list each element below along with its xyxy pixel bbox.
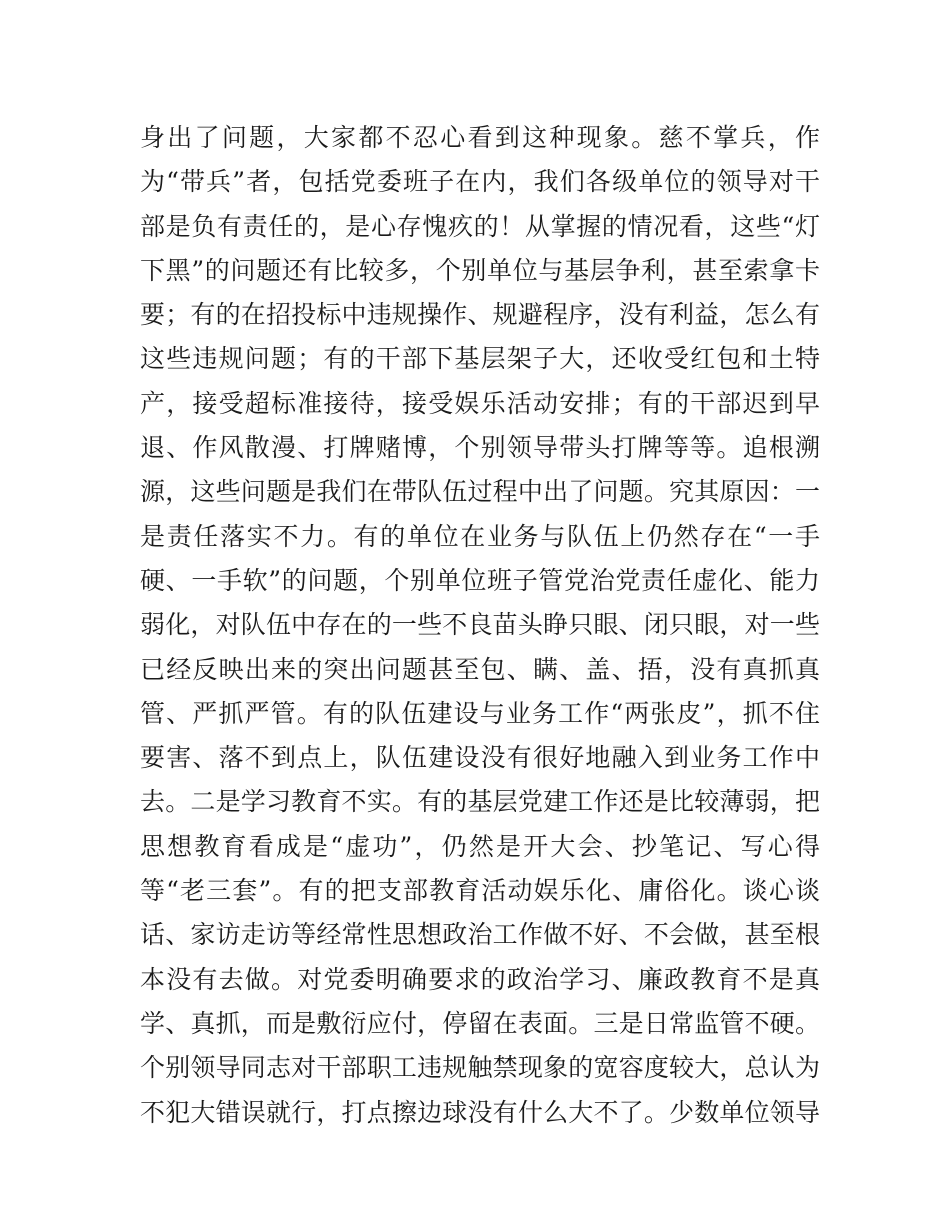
text-line: 话、家访走访等经常性思想政治工作做不好、不会做，甚至根 [140,920,820,950]
text-line: 这些违规问题；有的干部下基层架子大，还收受红包和土特 [140,344,820,374]
text-line: 部是负有责任的，是心存愧疚的！从掌握的情况看，这些“灯 [140,211,820,241]
text-line: 弱化，对队伍中存在的一些不良苗头睁只眼、闭只眼，对一些 [140,610,820,640]
text-line: 等“老三套”。有的把支部教育活动娱乐化、庸俗化。谈心谈 [140,876,820,906]
body-text [140,116,820,1135]
text-line: 下黑”的问题还有比较多，个别单位与基层争利，甚至索拿卡 [140,255,820,285]
text-line: 个别领导同志对干部职工违规触禁现象的宽容度较大，总认为 [140,1053,820,1083]
text-line: 本没有去做。对党委明确要求的政治学习、廉政教育不是真 [140,964,820,994]
text-line: 要害、落不到点上，队伍建设没有很好地融入到业务工作中 [140,743,820,773]
text-line: 产，接受超标准接待，接受娱乐活动安排；有的干部迟到早 [140,388,820,418]
text-line: 学、真抓，而是敷衍应付，停留在表面。三是日常监管不硬。 [140,1008,820,1038]
text-line: 去。二是学习教育不实。有的基层党建工作还是比较薄弱，把 [140,787,820,817]
text-line: 已经反映出来的突出问题甚至包、瞒、盖、捂，没有真抓真 [140,654,820,684]
text-line: 身出了问题，大家都不忍心看到这种现象。慈不掌兵，作 [140,123,820,152]
text-line: 要；有的在招投标中违规操作、规避程序，没有利益，怎么有 [140,300,820,330]
text-line: 退、作风散漫、打牌赌博，个别领导带头打牌等等。追根溯 [140,433,820,463]
text-line: 思想教育看成是“虚功”，仍然是开大会、抄笔记、写心得 [140,831,820,861]
text-line: 源，这些问题是我们在带队伍过程中出了问题。究其原因：一 [140,477,820,507]
text-line: 硬、一手软”的问题，个别单位班子管党治党责任虚化、能力 [140,565,820,595]
text-line: 不犯大错误就行，打点擦边球没有什么大不了。少数单位领导 [140,1097,820,1127]
text-line: 管、严抓严管。有的队伍建设与业务工作“两张皮”，抓不住 [140,698,820,728]
text-line: 是责任落实不力。有的单位在业务与队伍上仍然存在“一手 [140,521,820,551]
text-line: 为“带兵”者，包括党委班子在内，我们各级单位的领导对干 [140,167,820,197]
